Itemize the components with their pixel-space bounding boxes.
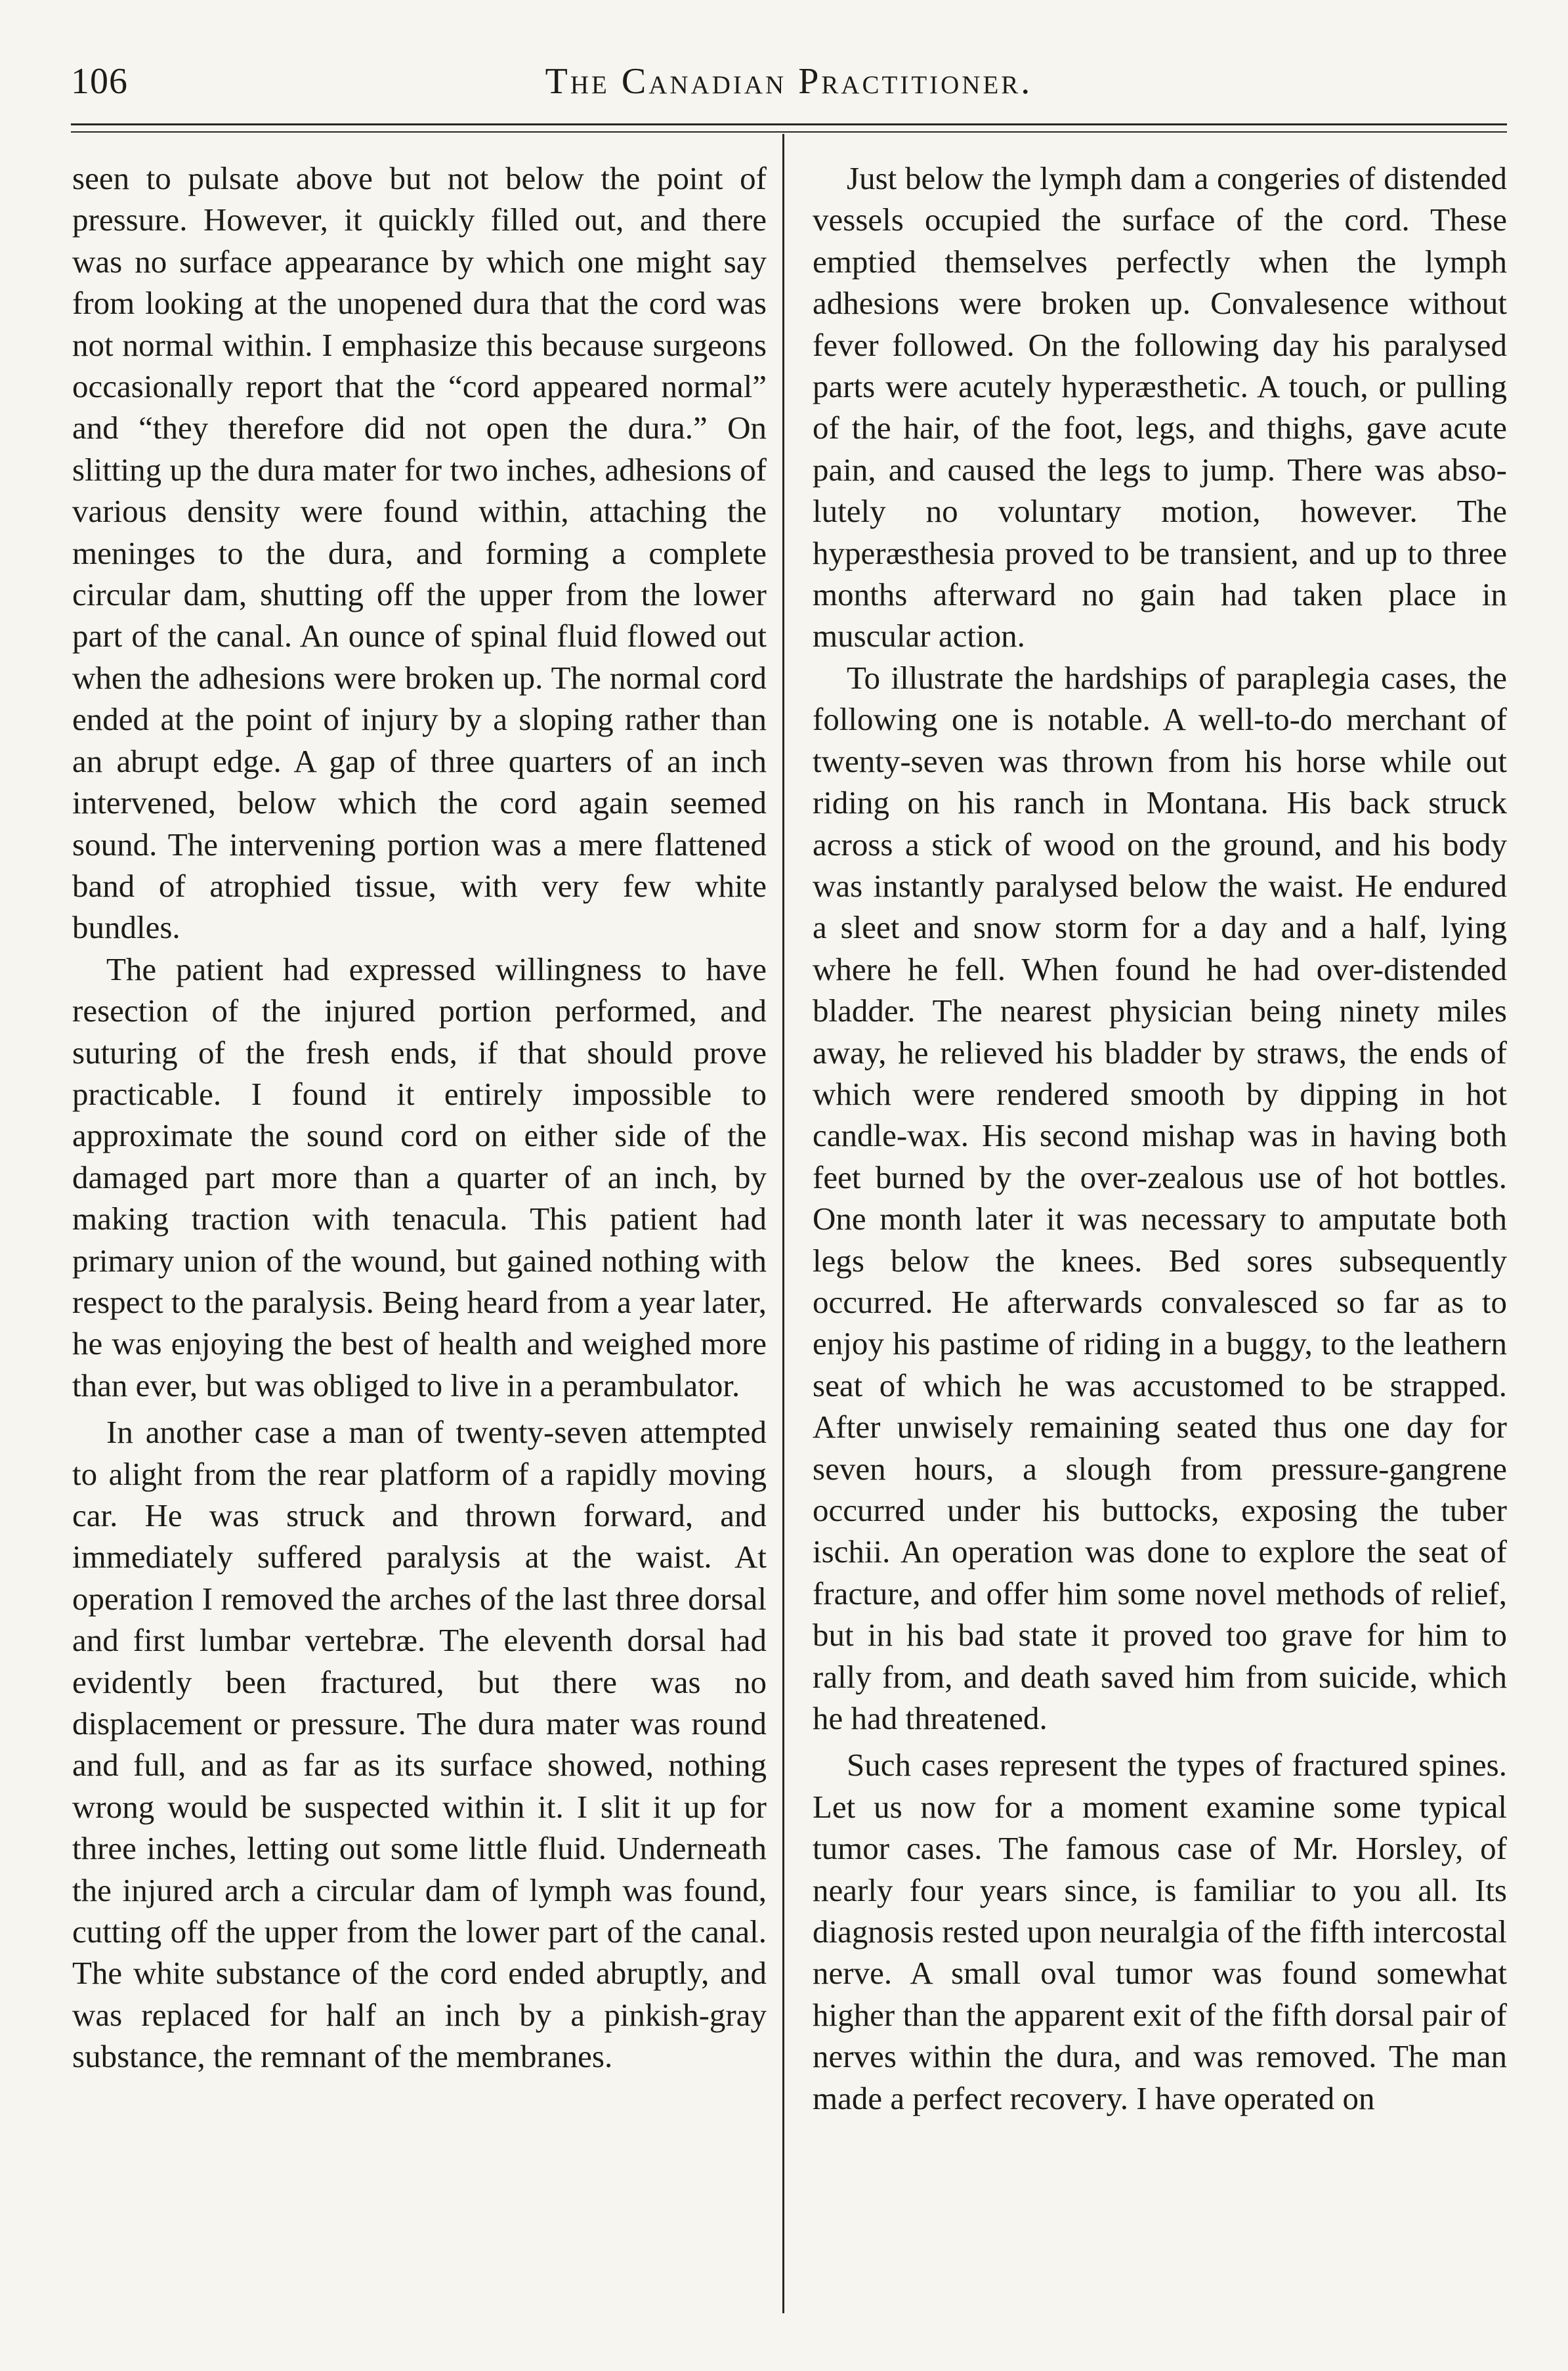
column-divider — [782, 134, 784, 2313]
header-rule-bottom — [71, 131, 1507, 133]
paragraph: Just below the lymph dam a congeries of distended vessels occupied the surface of the cord. These emptied themselves perfectly when the lymph adhesions were broken up. Convalesence without fever followed. On the following day his paralysed parts were acutely hyperæsthetic. A touch, or pulling of the hair, of the foot, legs, and thighs, gave acute pain, and caused the legs to jump. There was absolutely no voluntary motion, however. The hyperæsthesia proved to be transient, and up to three months afterward no gain had taken place in muscular action. — [813, 160, 1507, 654]
right-column — [813, 158, 1507, 2119]
paragraph: The patient had expressed willingness to have resection of the injured portion performed, and suturing of the fresh ends, if that should prove practicable. I found it entirely impossible to approximate the sound cord on either side of the damaged part more than a quarter of an inch, by making traction with tenacula. This patient had primary union of the wound, but gained nothing with respect to the paralysis. Being heard from a year later, he was enjoying the best of health and weighed more than ever, but was obliged to live in a perambulator. — [72, 951, 767, 1403]
paragraph: In another case a man of twenty-seven attempted to alight from the rear platform of a rapidly moving car. He was struck and thrown forward, and immediately suffered paralysis at the waist. At operation I removed the arches of the last three dorsal and first lumbar vertebræ. The eleventh dorsal had evidently been fractured, but there was no displacement or pressure. The dura mater was round and full, and as far as its surface showed, nothing wrong would be suspected within it. I slit it up for three inches, letting out some little fluid. Underneath the injured arch a circular dam of lymph was found, cutting off the upper from the lower part of the canal. The white substance of the cord ended abruptly, and was replaced for half an inch by a pinkish-gray substance, the remnant of the membranes. — [72, 1414, 767, 2075]
left-column — [72, 158, 767, 2078]
running-title: The Canadian Practitioner. — [545, 61, 1033, 102]
paragraph: To illustrate the hardships of paraplegia cases, the following one is notable. A well-to-do merchant of twenty-seven was thrown from his horse while out riding on his ranch in Montana. His back struck across a stick of wood on the ground, and his body was instantly paralysed below the waist. He endured a sleet and snow storm for a day and a half, lying where he fell. When found he had over-distended bladder. The nearest physician being ninety miles away, he relieved his bladder by straws, the ends of which were rendered smooth by dipping in hot candle-wax. His second mishap was in having both feet burned by the over-zealous use of hot bottles. One month later it was necessary to amputate both legs below the knees. Bed sores subsequently occurred. He afterwards convalesced so far as to enjoy his pastime of riding in a buggy, to the leathern seat of which he was accustomed to be strapped. After unwisely remaining seated thus one day for seven hours, a slough from pressure-gangrene occurred under his buttocks, exposing the tuber ischii. An operation was done to explore the seat of fracture, and offer him some novel methods of relief, but in his bad state it proved too grave for him to rally from, and death saved him from suicide, which he had threatened. — [813, 659, 1507, 1737]
header-rule-top — [71, 123, 1507, 125]
paragraph: seen to pulsate above but not below the point of pressure. However, it quickly filled out, and there was no surface appearance by which one might say from looking at the unopened dura that the cord was not normal within. I emphasize this because surgeons occasionally report that the “cord appeared normal” and “they therefore did not open the dura.” On slitting up the dura mater for two inches, adhesions of various density were found within, attaching the meninges to the dura, and forming a complete circular dam, shutting off the upper from the lower part of the canal. An ounce of spinal fluid flowed out when the adhesions were broken up. The normal cord ended at the point of injury by a sloping rather than an abrupt edge. A gap of three quarters of an inch intervened, below which the cord again seemed sound. The intervening portion was a mere flattened band of atrophied tissue, with very few white bundles. — [72, 160, 767, 946]
paragraph: Such cases represent the types of fractured spines. Let us now for a moment examine some typical tumor cases. The famous case of Mr. Horsley, of nearly four years since, is familiar to you all. Its diagnosis rested upon neuralgia of the fifth intercostal nerve. A small oval tumor was found somewhat higher than the apparent exit of the fifth dorsal pair of nerves within the dura, and was removed. The man made a perfect recovery. I have operated on — [813, 1747, 1507, 2116]
page-number: 106 — [71, 61, 128, 102]
page-header — [71, 60, 1507, 113]
